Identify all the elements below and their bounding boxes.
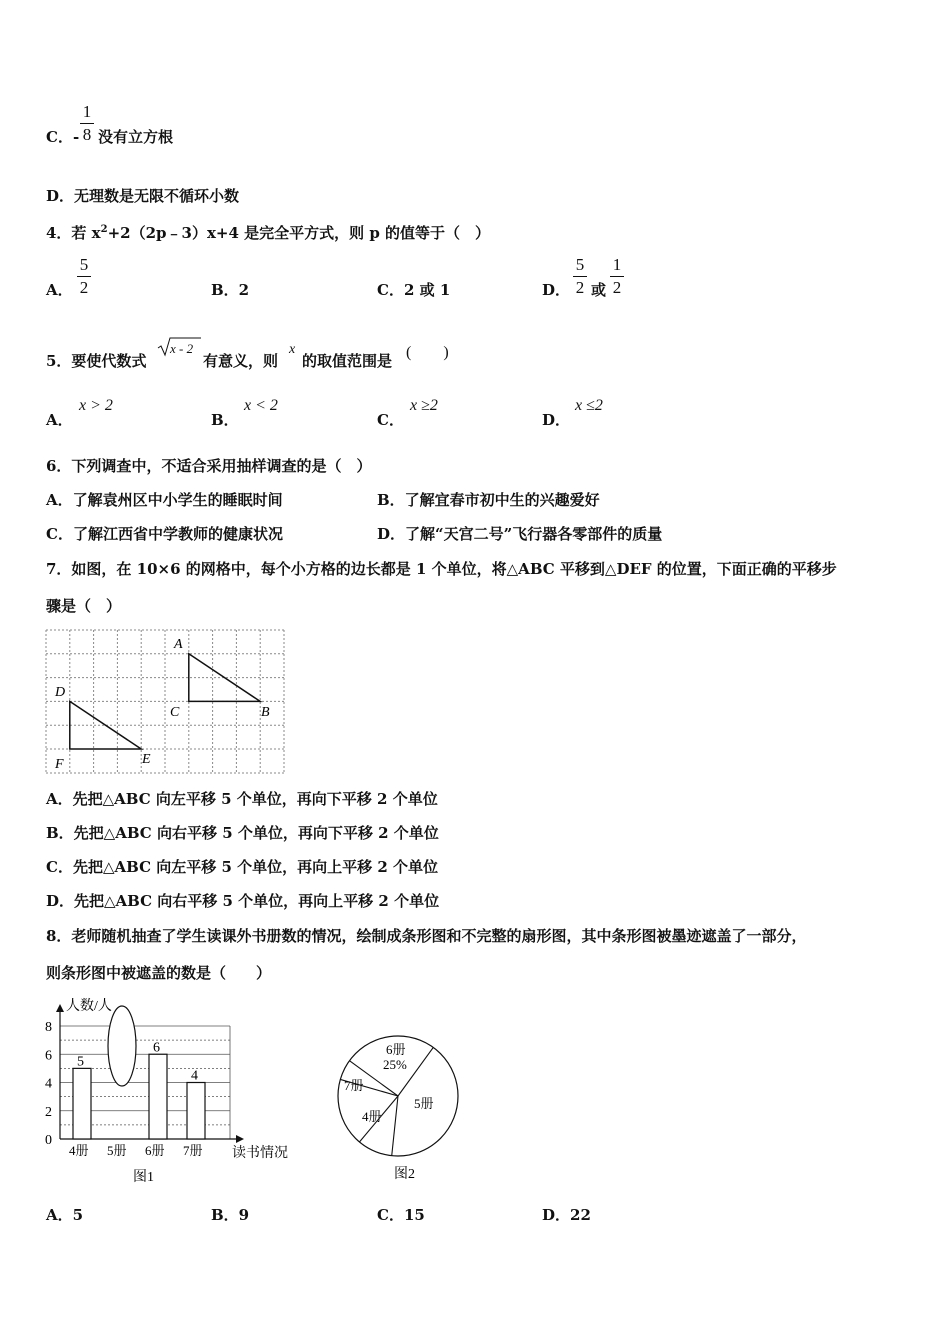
q8-option-a: A．5 <box>46 1206 84 1224</box>
label-e: E <box>142 752 151 767</box>
slice-label-6: 6册 <box>386 1042 406 1057</box>
q5-variable: x <box>289 342 296 357</box>
slice-label-5: 5册 <box>414 1096 434 1111</box>
y-tick-label: 2 <box>45 1104 52 1120</box>
q8-stem-line1: 8．老师随机抽查了学生读课外书册数的情况，绘制成条形图和不完整的扇形图，其中条形图被墨迹遮盖了一部分， <box>46 927 807 945</box>
q7-option-c: C．先把△ABC 向左平移 5 个单位，再向上平移 2 个单位 <box>46 858 438 876</box>
q5-option-a-expr: x > 2 <box>79 397 113 414</box>
q4-option-d-label: D． <box>542 281 571 299</box>
fraction-bar <box>573 276 587 277</box>
y-tick-label: 0 <box>45 1133 52 1148</box>
q5-radicand: x - 2 <box>170 341 194 356</box>
bar-data-label: 6 <box>153 1040 160 1056</box>
q5-option-b-expr: x < 2 <box>244 397 278 414</box>
q5-option-a-label: A． <box>46 411 73 429</box>
y-tick-label: 6 <box>45 1048 52 1064</box>
q5-paren: ( ) <box>406 344 449 361</box>
fraction-numerator: 5 <box>79 255 89 274</box>
q6-stem: 6．下列调查中，不适合采用抽样调查的是（ ） <box>46 457 372 475</box>
y-axis-label: 人数/人 <box>66 999 112 1014</box>
bar <box>187 1083 205 1140</box>
category-label: 4册 <box>69 1143 89 1158</box>
q4-stem <box>46 221 490 242</box>
category-label: 7册 <box>183 1143 203 1158</box>
fraction-denominator: 2 <box>612 278 622 297</box>
fraction-denominator: 2 <box>79 278 89 297</box>
slice-border <box>392 1096 398 1156</box>
q8-option-d: D．22 <box>542 1206 591 1224</box>
q4-stem-suffix: +2（2p﹣3）x+4 是完全平方式，则 p 的值等于（ ） <box>107 224 491 242</box>
label-a: A <box>174 637 183 652</box>
option-label: C． <box>46 128 73 146</box>
q4-option-d-or: 或 <box>591 281 607 299</box>
slice-label-7: 7册 <box>344 1078 364 1093</box>
fraction-bar <box>610 276 624 277</box>
q4-superscript: 2 <box>100 224 108 235</box>
label-d: D <box>55 685 66 700</box>
q6-option-a: A．了解袁州区中小学生的睡眠时间 <box>46 491 283 509</box>
x-axis-label: 读书情况 <box>232 1146 288 1161</box>
bar-marks <box>73 1040 205 1139</box>
category-label: 6册 <box>145 1143 165 1158</box>
q3-option-c <box>46 128 79 146</box>
q6-option-b: B．了解宜春市初中生的兴趣爱好 <box>377 491 600 509</box>
bar-data-label: 5 <box>77 1054 84 1070</box>
q6-option-c: C．了解江西省中学教师的健康状况 <box>46 525 283 543</box>
label-b: B <box>261 705 270 720</box>
slice-percent-6: 25% <box>383 1057 407 1072</box>
fraction-numerator: 1 <box>82 102 92 121</box>
q8-stem-line2: 则条形图中被遮盖的数是（ ） <box>46 964 272 982</box>
q8-bar-chart <box>40 996 310 1186</box>
bar-data-label: 4 <box>191 1068 198 1084</box>
fraction-bar <box>77 276 91 277</box>
q3-option-d: D．无理数是无限不循环小数 <box>46 187 240 205</box>
q3-option-c-text: 没有立方根 <box>98 128 174 146</box>
q5-option-b-label: B． <box>211 411 239 429</box>
q3-fraction <box>80 103 94 144</box>
bar <box>73 1068 91 1139</box>
fraction-numerator: 1 <box>612 255 622 274</box>
y-tick-label: 4 <box>45 1076 52 1092</box>
x-axis-arrow <box>236 1135 244 1143</box>
fraction-bar <box>80 123 94 124</box>
q4-option-a-label: A． <box>46 281 73 299</box>
q4-stem-prefix: 4．若 x <box>46 224 101 242</box>
y-tick-labels <box>45 1020 52 1148</box>
bar <box>149 1054 167 1139</box>
q4-option-a-fraction <box>77 256 91 297</box>
q4-option-d-fraction-1 <box>573 256 587 297</box>
q5-stem-c: 的取值范围是 <box>302 352 393 370</box>
q5-option-d-expr: x ≤2 <box>575 397 603 414</box>
q8-option-c: C．15 <box>377 1206 425 1224</box>
fraction-denominator: 8 <box>82 125 92 144</box>
q7-stem-line1: 7．如图，在 10×6 的网格中，每个小方格的边长都是 1 个单位，将△ABC 平移到△DEF 的位置，下面正确的平移步 <box>46 560 837 578</box>
q7-option-d: D．先把△ABC 向右平移 5 个单位，再向上平移 2 个单位 <box>46 892 440 910</box>
q6-option-d: D．了解“天宫二号”飞行器各零部件的质量 <box>377 525 663 543</box>
y-tick-label: 8 <box>45 1020 52 1035</box>
q5-stem-a: 5．要使代数式 <box>46 352 147 370</box>
q7-option-b: B．先把△ABC 向右平移 5 个单位，再向下平移 2 个单位 <box>46 824 439 842</box>
fraction-numerator: 5 <box>575 255 585 274</box>
q7-grid-figure <box>44 628 288 776</box>
y-axis-arrow <box>56 1004 64 1012</box>
category-label: 5册 <box>107 1143 127 1158</box>
q8-option-b: B．9 <box>211 1206 250 1224</box>
q5-option-d-label: D． <box>542 411 571 429</box>
minus-sign: - <box>72 128 80 146</box>
ink-blot <box>108 1006 136 1086</box>
q4-option-c: C．2 或 1 <box>377 281 451 299</box>
q5-stem-b: 有意义，则 <box>203 352 279 370</box>
q5-option-c-expr: x ≥2 <box>410 397 438 414</box>
label-f: F <box>55 757 64 772</box>
q7-stem-line2: 骤是（ ） <box>46 597 122 615</box>
chart-1-caption: 图1 <box>133 1170 154 1185</box>
label-c: C <box>170 705 180 720</box>
category-labels <box>69 1143 203 1158</box>
slice-label-4: 4册 <box>362 1109 382 1124</box>
q4-option-b: B．2 <box>211 281 250 299</box>
chart-2-caption: 图2 <box>394 1167 415 1182</box>
fraction-denominator: 2 <box>575 278 585 297</box>
q8-pie-chart <box>330 1024 470 1184</box>
q4-option-d-fraction-2 <box>610 256 624 297</box>
q5-option-c-label: C． <box>377 411 404 429</box>
q7-option-a: A．先把△ABC 向左平移 5 个单位，再向下平移 2 个单位 <box>46 790 438 808</box>
